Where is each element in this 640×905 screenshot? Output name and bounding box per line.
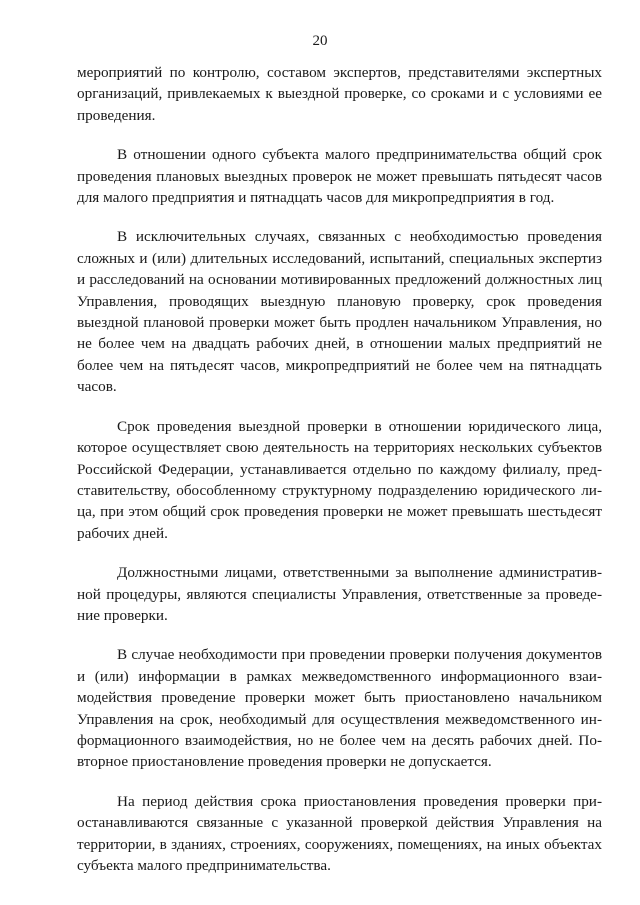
- paragraph-extension-cases: В исключительных случаях, связанных с необходимостью проведения сложных и (или) длительных исследований, испытаний, специальных экспертиз и расследований на основании мотивированных предложений должностных лиц Управления, проводящих выездную плановую проверку, срок проведения выездной плановой проверки может быть продлен начальником Управления, но не более чем на двадцать рабочих дней, в отношении малых предприятий не более чем на пятьдесят часов, микропредприятий не более чем на пятнадцать часов.: [77, 228, 602, 396]
- paragraph-suspension: В случае необходимости при проведении проверки получения документов и (или) информации в рамках межведомственного информационного взаимодействия проведение проверки может быть приостановлено начальником Управления на срок, необходимый для осуществления межведомственного информационного взаимодействия, но не более чем на десять рабочих дней. Повторное приостановление проведения проверки не допускается.: [77, 646, 602, 771]
- paragraph-suspension-period: На период действия срока приостановления проведения проверки приостанавливаются связанные с указанной проверкой действия Управления на территории, в зданиях, строениях, сооружениях, помещениях, на иных объектах субъекта малого предпринимательства.: [77, 792, 602, 874]
- paragraph-branch-inspection: Срок проведения выездной проверки в отношении юридического лица, которое осуществляет свою деятельность на территориях нескольких субъектов Российской Федерации, устанавливается отдельно по каждому филиалу, представительству, обособленному структурному подразделению юридического лица, при этом общий срок проведения проверки не может превышать шестьдесят рабочих дней.: [77, 417, 602, 542]
- paragraph-inspection-time-limit: В отношении одного субъекта малого предпринимательства общий срок проведения плановых выездных проверок не может превышать пятьдесят часов для малого предприятия и пятнадцать часов для микропредприятия в год.: [77, 146, 602, 207]
- paragraph-responsible-officials: Должностными лицами, ответственными за выполнение административной процедуры, являются специалисты Управления, ответственные за проведение проверки.: [77, 564, 602, 624]
- page-number: 20: [312, 33, 328, 49]
- document-body: [77, 62, 602, 876]
- paragraph-continuation: мероприятий по контролю, составом экспертов, представителями экспертных организаций, привлекаемых к выездной проверке, со сроками и с условиями ее проведения.: [77, 64, 602, 124]
